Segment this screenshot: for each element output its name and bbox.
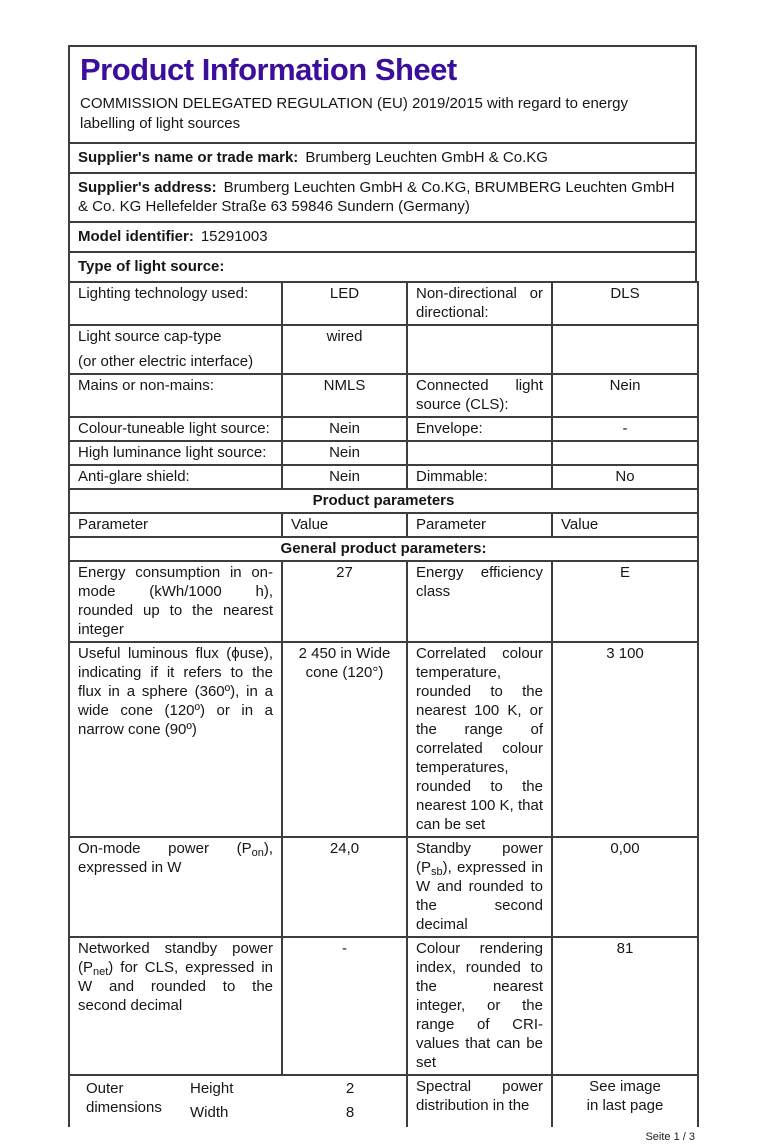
param-label: Non-directional or directional: (407, 282, 552, 325)
param-label: Connected light source (CLS): (407, 374, 552, 417)
param-label: Spectral power distribution in the (407, 1075, 552, 1127)
table-row (69, 282, 698, 325)
param-value: wired (282, 325, 407, 374)
param-label: Useful luminous flux (ϕuse), indicating if it refers to the flux in a sphere (360º), in a wide cone (120º) or in a narrow cone (90º) (69, 642, 282, 837)
param-value: Nein (282, 441, 407, 465)
table-row (69, 837, 698, 937)
param-value: - (282, 937, 407, 1075)
model-identifier-value: 15291003 (200, 228, 268, 245)
model-identifier-label: Model identifier: (78, 228, 194, 245)
param-value (552, 441, 698, 465)
param-label: On-mode power $(P_{on})$, expressed in W (69, 837, 282, 937)
column-header: Parameter (69, 513, 282, 537)
page-title: Product Information Sheet (80, 52, 457, 87)
dimension-row (78, 1077, 412, 1101)
general-parameters-header: General product parameters: (69, 537, 698, 561)
param-value: See image in last page (552, 1075, 698, 1127)
param-label: Colour rendering index, rounded to the nearest integer, or the range of CRI-values that can be set (407, 937, 552, 1075)
dimension-value: 2 (345, 1080, 355, 1097)
model-identifier-row (68, 221, 697, 253)
param-label: Dimmable: (407, 465, 552, 489)
table-row (69, 465, 698, 489)
title-block (68, 45, 697, 144)
param-value: DLS (552, 282, 698, 325)
param-label (407, 441, 552, 465)
param-value: LED (282, 282, 407, 325)
supplier-name-label: Supplier's name or trade mark: (78, 149, 299, 166)
page-number: Seite 1 / 3 (645, 1131, 695, 1143)
param-label: Colour-tuneable light source: (69, 417, 282, 441)
type-of-light-source-label: Type of light source: (78, 258, 225, 275)
param-label: Energy consumption in on-mode (kWh/1000 h), rounded up to the nearest integer (69, 561, 282, 642)
supplier-address-value: Brumberg Leuchten GmbH & Co.KG, BRUMBERG Leuchten GmbH & Co. KG Hellefelder Straße 63 59846 Sundern (Germany) (78, 179, 675, 215)
param-label: High luminance light source: (69, 441, 282, 465)
supplier-address-row (68, 172, 697, 223)
supplier-address-label: Supplier's address: (78, 179, 217, 196)
param-value: 81 (552, 937, 698, 1075)
table-row (69, 325, 698, 374)
column-header: Parameter (407, 513, 552, 537)
table-row (69, 561, 698, 642)
type-of-light-source-row (68, 251, 697, 283)
supplier-name-row (68, 142, 697, 174)
param-value: 27 (282, 561, 407, 642)
param-value: NMLS (282, 374, 407, 417)
param-label: Standby power $(P_{sb})$, expressed in W and rounded to the second decimal (407, 837, 552, 937)
param-value (552, 325, 698, 374)
column-header: Value (282, 513, 407, 537)
supplier-name-value: Brumberg Leuchten GmbH & Co.KG (305, 149, 548, 166)
param-value: - (552, 417, 698, 441)
dimensions-label: Outer dimensions (86, 1080, 162, 1116)
param-value: E (552, 561, 698, 642)
section-header-row (69, 537, 698, 561)
table-row-dimensions (69, 1075, 698, 1127)
column-header-row (69, 513, 698, 537)
dimensions-subtable (78, 1077, 412, 1125)
dimension-value: 8 (345, 1104, 355, 1121)
param-value: No (552, 465, 698, 489)
param-value: 0,00 (552, 837, 698, 937)
param-value: Nein (552, 374, 698, 417)
section-header-row (69, 489, 698, 513)
regulation-subtitle: COMMISSION DELEGATED REGULATION (EU) 2019/2015 with regard to energy labelling of light sources (80, 95, 628, 132)
param-label: Envelope: (407, 417, 552, 441)
param-value: Nein (282, 417, 407, 441)
param-label: Energy efficiency class (407, 561, 552, 642)
param-label: Lighting technology used: (69, 282, 282, 325)
dimension-name: Width (190, 1104, 229, 1121)
table-row (69, 937, 698, 1075)
param-label: Networked standby power $(P_{net})$ for CLS, expressed in W and rounded to the second decimal (69, 937, 282, 1075)
dimension-name: Height (190, 1080, 234, 1097)
param-label: Light source cap-type (or other electric interface) (69, 325, 282, 374)
param-value: 3 100 (552, 642, 698, 837)
outer-dimensions-cell (69, 1075, 407, 1127)
column-header: Value (552, 513, 698, 537)
table-row (69, 374, 698, 417)
param-value: Nein (282, 465, 407, 489)
param-label (407, 325, 552, 374)
param-value: 2 450 in Wide cone (120°) (282, 642, 407, 837)
table-row (69, 642, 698, 837)
param-label: Correlated colour temperature, rounded to the nearest 100 K, or the range of correlated colour temperatures, rounded to the nearest 100 K, that can be set (407, 642, 552, 837)
product-parameters-header: Product parameters (69, 489, 698, 513)
param-label: Mains or non-mains: (69, 374, 282, 417)
table-row (69, 417, 698, 441)
product-information-sheet (68, 45, 697, 1144)
table-row (69, 441, 698, 465)
param-label: Anti-glare shield: (69, 465, 282, 489)
param-value: 24,0 (282, 837, 407, 937)
parameters-table (68, 281, 699, 1127)
